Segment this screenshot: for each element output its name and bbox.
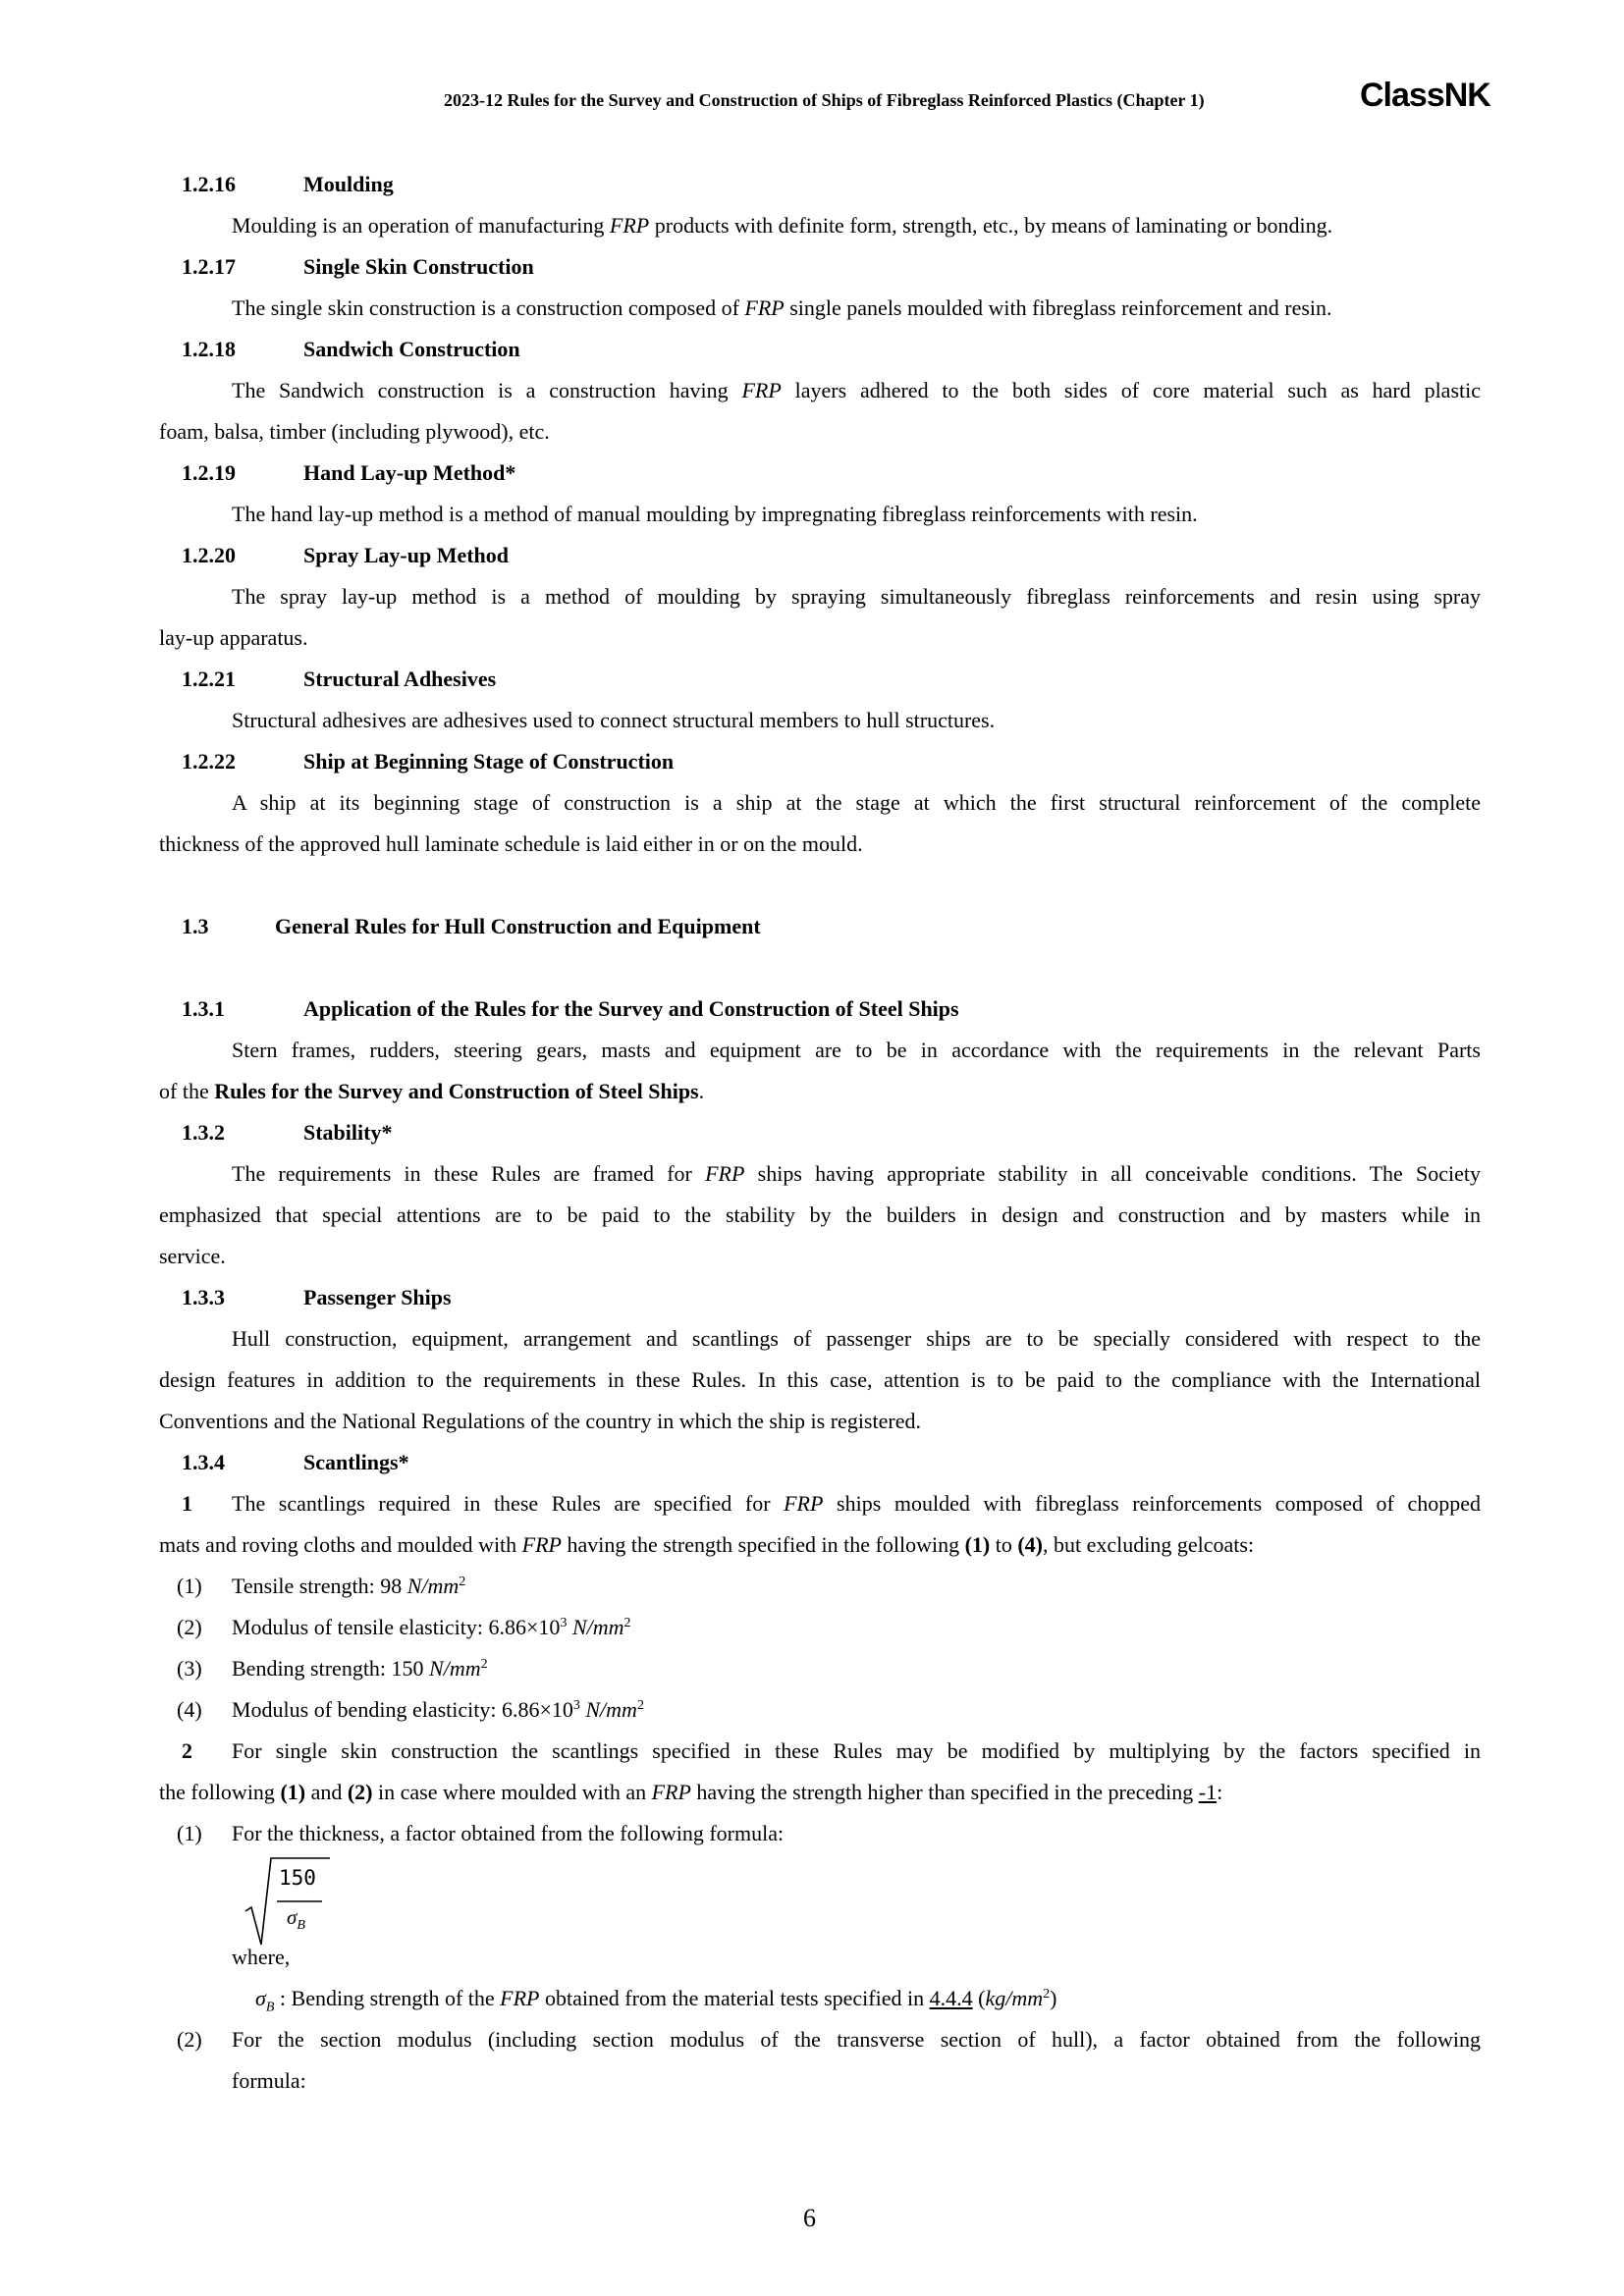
paragraph-line: foam, balsa, timber (including plywood), etc. (159, 419, 550, 444)
paragraph-line: For single skin construction the scantlings specified in these Rules may be modified by multiplying by the factors specified in (232, 1738, 1481, 1763)
definition-line: $\sigma_B$ : Bending strength of the FRP obtained from the material tests specified in 4.4.4 $(kg/mm^2)$ (255, 1986, 1057, 2015)
list-item: (3) Bending strength: 150 $N/mm^2$ (177, 1656, 488, 1681)
paragraph: The single skin construction is a construction composed of FRP single panels moulded with fibreglass reinforcement and resin. (232, 295, 1332, 320)
section-title: Passenger Ships (303, 1285, 452, 1309)
section-title: Application of the Rules for the Survey and Construction of Steel Ships (303, 996, 959, 1021)
paragraph: The hand lay-up method is a method of manual moulding by impregnating fibreglass reinforcements with resin. (232, 502, 1198, 526)
fraction-denominator: $\sigma_B$ (287, 1905, 305, 1934)
running-header: 2023-12 Rules for the Survey and Construction of Ships of Fibreglass Reinforced Plastics (Chapter 1) (444, 90, 1205, 110)
section-heading (182, 996, 959, 1022)
paragraph-line: lay-up apparatus. (159, 625, 308, 650)
paragraph-line: formula: (232, 2068, 306, 2093)
section-heading (182, 1450, 409, 1475)
paragraph-line: The Sandwich construction is a construction having FRP layers adhered to the both sides of core material such as hard plastic (232, 378, 1481, 402)
section-heading (182, 667, 497, 692)
section-number: 1.2.17 (182, 254, 236, 279)
paragraph-line: The spray lay-up method is a method of moulding by spraying simultaneously fibreglass reinforcements and resin using spray (232, 584, 1481, 609)
section-heading (182, 1120, 393, 1146)
section-title: Structural Adhesives (303, 667, 497, 691)
section-number: 1.3.1 (182, 996, 225, 1021)
cross-reference-link[interactable]: -1 (1198, 1780, 1218, 1804)
classnk-logo: ClassNK (1360, 77, 1490, 114)
page-number: 6 (803, 2204, 816, 2232)
paragraph-line: For the section modulus (including section modulus of the transverse section of hull), a factor obtained from the following (232, 2027, 1481, 2052)
section-title: Moulding (303, 172, 394, 196)
fraction-numerator: 150 (279, 1866, 316, 1890)
paragraph-number: 1 (182, 1491, 192, 1516)
paragraph-line: of the Rules for the Survey and Construction of Steel Ships. (159, 1079, 705, 1103)
section-title: Stability* (303, 1120, 393, 1145)
section-title: Hand Lay-up Method* (303, 460, 516, 485)
section-number: 1.3.3 (182, 1285, 225, 1309)
paragraph-line: The requirements in these Rules are framed for FRP ships having appropriate stability in all conceivable conditions. The Society (232, 1161, 1481, 1186)
section-heading (182, 543, 510, 568)
paragraph-line: mats and roving cloths and moulded with FRP having the strength specified in the following (1) to (4), but excluding gelcoats: (159, 1532, 1255, 1557)
section-number: 1.2.21 (182, 667, 236, 691)
section-heading (182, 337, 520, 362)
paragraph-number: 2 (182, 1738, 192, 1763)
paragraph-line: design features in addition to the requirements in these Rules. In this case, attention is to be paid to the compliance with the International (159, 1367, 1481, 1392)
paragraph-line: emphasized that special attentions are to be paid to the stability by the builders in design and construction and by masters while in (159, 1202, 1481, 1227)
section-number: 1.3.4 (182, 1450, 225, 1474)
section-heading (182, 254, 534, 280)
list-item: (4) Modulus of bending elasticity: $6.86\times 10^3$ $N/mm^2$ (177, 1697, 644, 1722)
section-number: 1.2.22 (182, 749, 236, 774)
list-item: (2) (177, 2027, 202, 2052)
section-heading (182, 749, 675, 774)
section-number: 1.2.18 (182, 337, 236, 361)
paragraph-line: Conventions and the National Regulations of the country in which the ship is registered. (159, 1409, 921, 1433)
list-item: (1) For the thickness, a factor obtained from the following formula: (177, 1821, 785, 1845)
paragraph-line: Stern frames, rudders, steering gears, masts and equipment are to be in accordance with the requirements in the relevant Parts (232, 1038, 1481, 1062)
list-item: (2) Modulus of tensile elasticity: $6.86\times 10^3$ $N/mm^2$ (177, 1615, 631, 1639)
section-number: 1.2.20 (182, 543, 236, 567)
cross-reference-link[interactable]: 4.4.4 (929, 1986, 973, 2010)
section-title: Single Skin Construction (303, 254, 534, 279)
paragraph: Structural adhesives are adhesives used to connect structural members to hull structures. (232, 708, 996, 732)
paragraph-line: A ship at its beginning stage of construction is a ship at the stage at which the first structural reinforcement of the complete (232, 790, 1481, 815)
section-title: Scantlings* (303, 1450, 409, 1474)
section-number: 1.2.16 (182, 172, 236, 196)
list-item: (1) Tensile strength: 98 $N/mm^2$ (177, 1574, 466, 1598)
chapter-section-heading (182, 914, 761, 939)
paragraph-line: the following (1) and (2) in case where moulded with an FRP having the strength higher than specified in the preceding -1: (159, 1780, 1223, 1804)
section-number: 1.3 (182, 914, 209, 938)
paragraph-line: Hull construction, equipment, arrangement and scantlings of passenger ships are to be specially considered with respect to the (232, 1326, 1481, 1351)
section-heading (182, 460, 516, 486)
paragraph-line: service. (159, 1244, 226, 1268)
paragraph-line: thickness of the approved hull laminate schedule is laid either in or on the mould. (159, 831, 863, 856)
where-label: where, (232, 1945, 291, 1969)
section-number: 1.3.2 (182, 1120, 225, 1145)
paragraph: Moulding is an operation of manufacturing FRP products with definite form, strength, etc., by means of laminating or bonding. (232, 213, 1333, 238)
paragraph-line: The scantlings required in these Rules are specified for FRP ships moulded with fibreglass reinforcements composed of chopped (232, 1491, 1481, 1516)
section-title: General Rules for Hull Construction and Equipment (275, 914, 761, 938)
section-title: Sandwich Construction (303, 337, 520, 361)
section-number: 1.2.19 (182, 460, 236, 485)
section-heading (182, 172, 394, 197)
section-title: Spray Lay-up Method (303, 543, 510, 567)
section-heading (182, 1285, 452, 1310)
formula-sqrt (244, 1850, 332, 1949)
section-title: Ship at Beginning Stage of Construction (303, 749, 675, 774)
